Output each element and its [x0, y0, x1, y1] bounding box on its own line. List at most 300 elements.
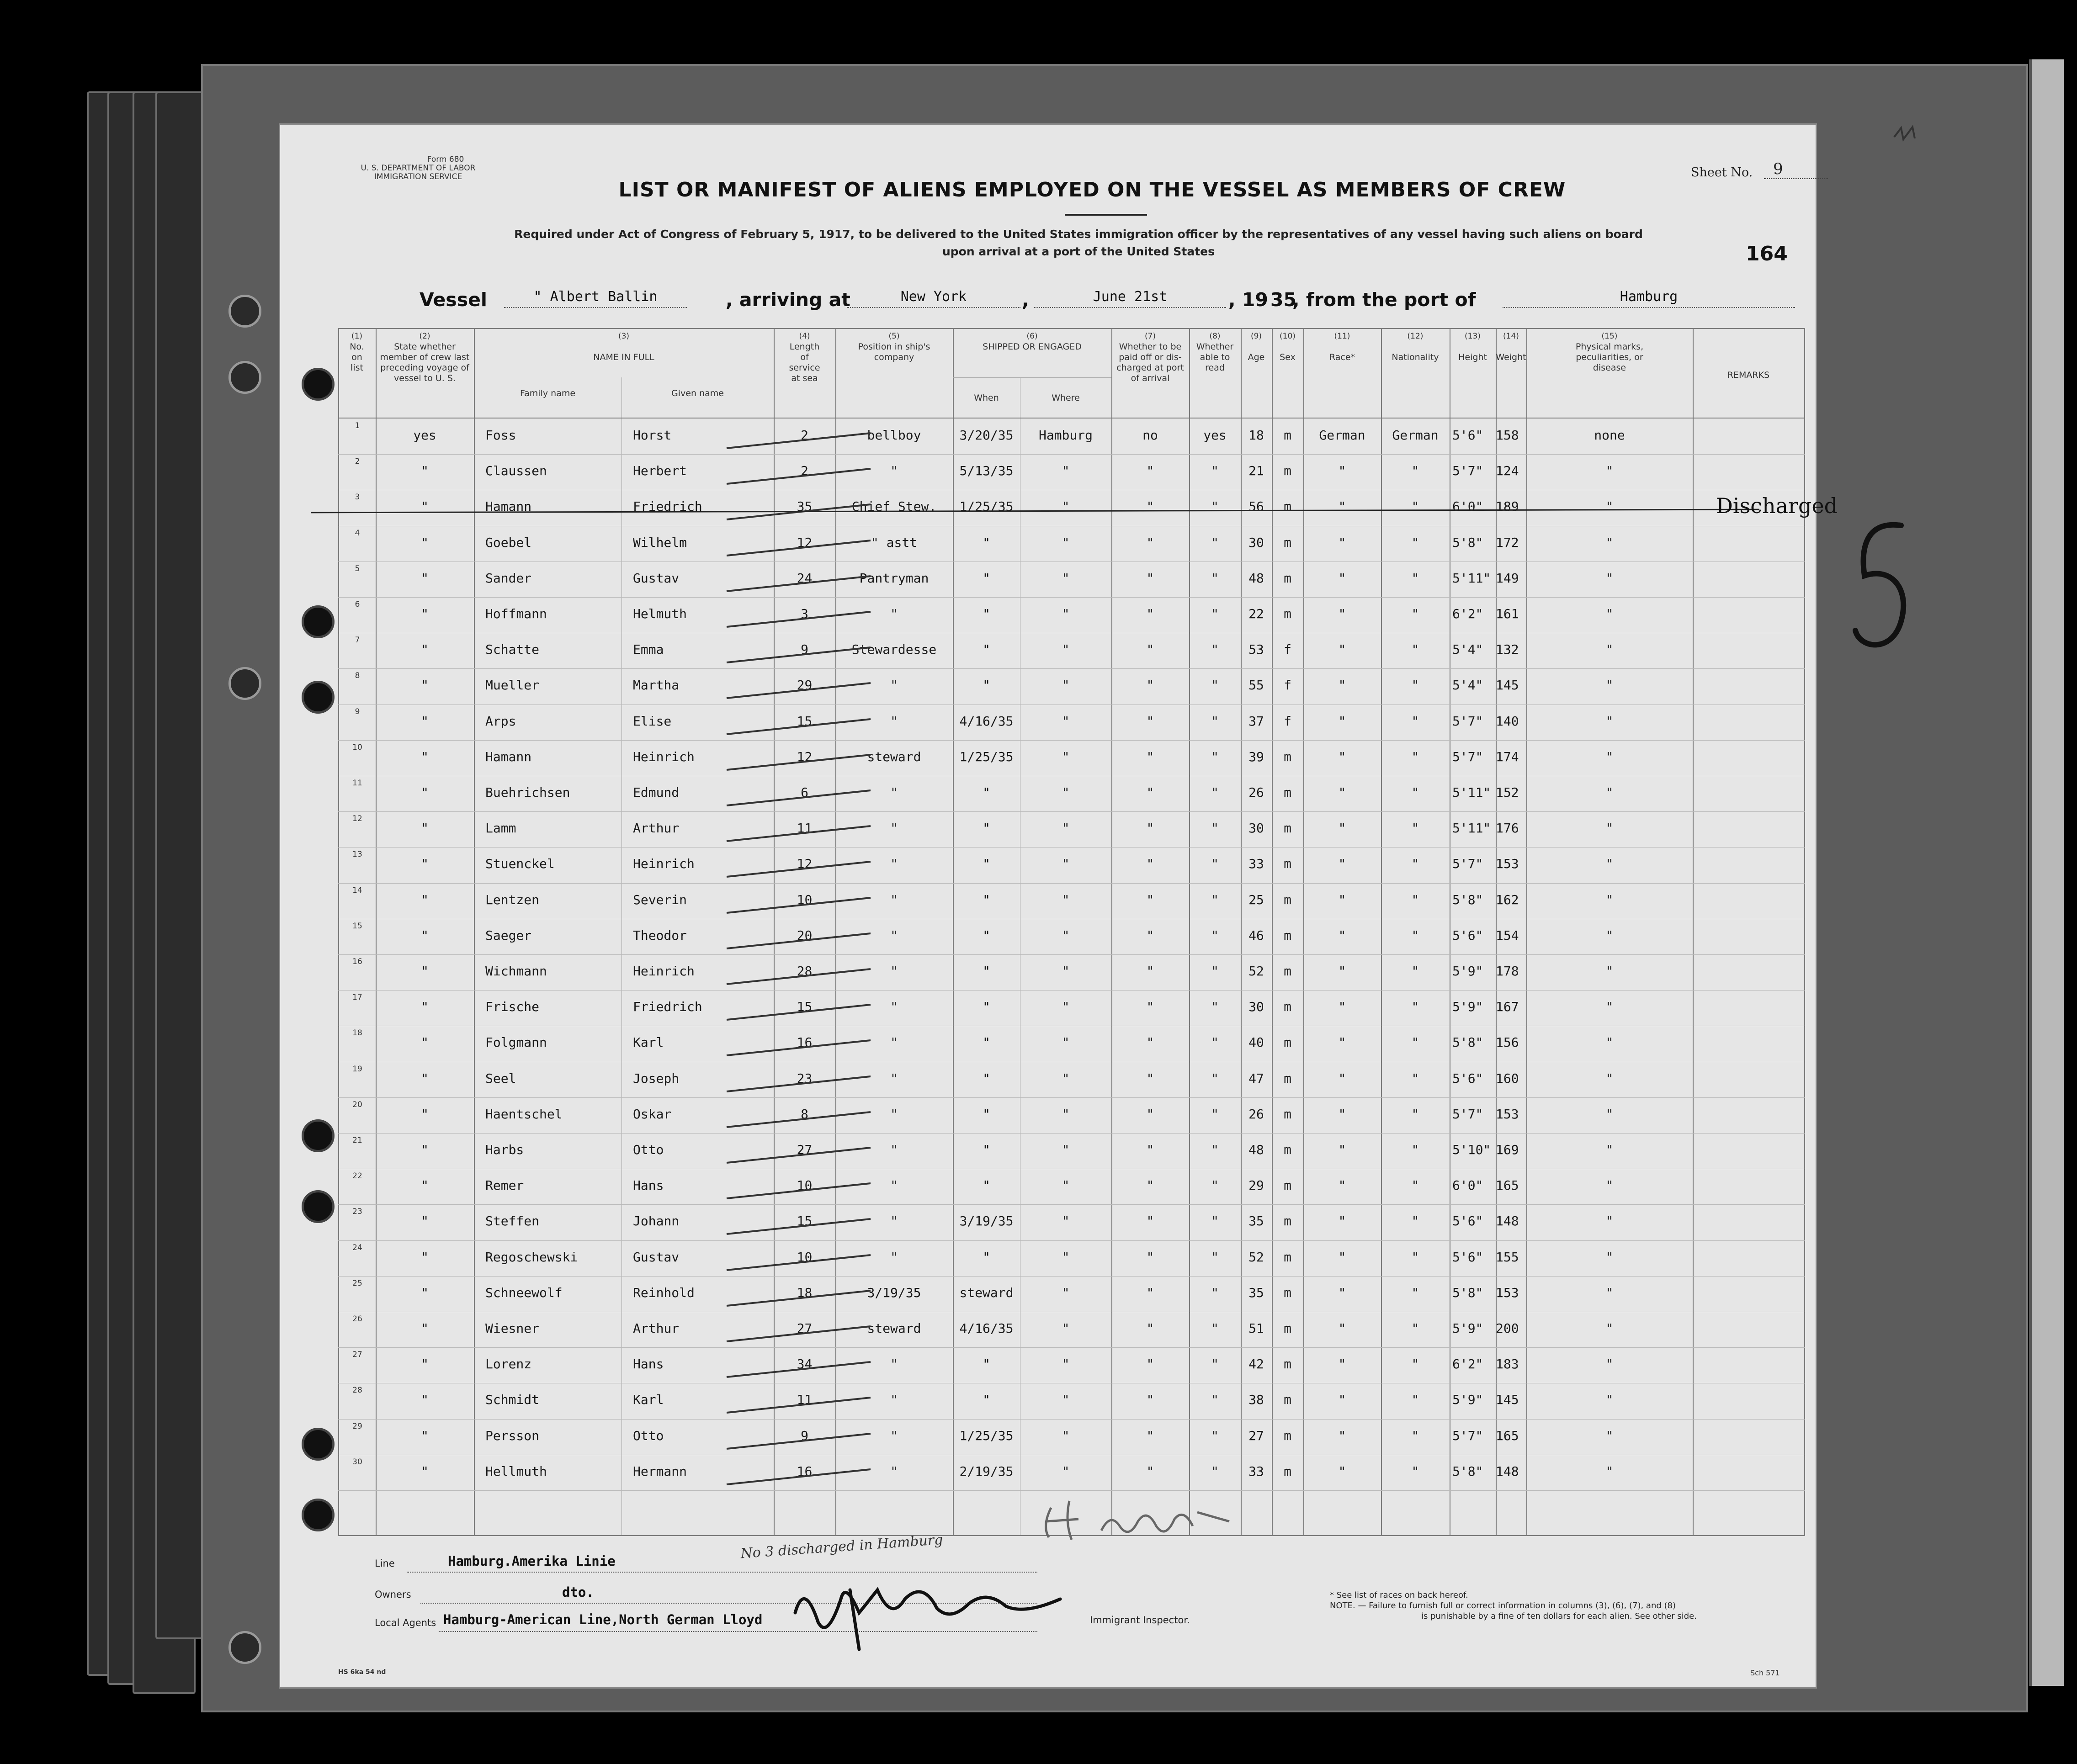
table-row	[338, 598, 1805, 632]
given-name-cell: Reinhold	[633, 1285, 695, 1300]
position-cell: 3/19/35	[867, 1285, 921, 1300]
shipped-where-cell: "	[1062, 570, 1070, 586]
sex-cell: m	[1284, 499, 1291, 514]
race-cell: "	[1338, 713, 1346, 729]
family-name-cell: Arps	[485, 713, 516, 729]
service-length-cell: 12	[797, 749, 813, 764]
service-length-cell: 27	[797, 1142, 813, 1157]
nationality-cell: "	[1411, 821, 1419, 836]
shipped-where-cell: "	[1062, 535, 1070, 550]
service-length-cell: 2	[801, 428, 808, 443]
given-name-cell: Hans	[633, 1178, 664, 1193]
row-number: 14	[352, 885, 362, 895]
row-number: 3	[355, 493, 360, 502]
position-cell: "	[890, 1428, 898, 1443]
weight-cell: 158	[1496, 428, 1519, 443]
family-name-cell: Wichmann	[485, 964, 547, 979]
weight-cell: 132	[1496, 642, 1519, 657]
weight-cell: 145	[1496, 678, 1519, 693]
physical-marks-cell: "	[1605, 713, 1614, 729]
given-name-cell: Heinrich	[633, 749, 695, 764]
shipped-where-cell: "	[1062, 499, 1070, 514]
prev-voyage-cell: "	[421, 1285, 429, 1300]
given-name-cell: Heinrich	[633, 964, 695, 979]
weight-cell: 153	[1496, 1106, 1519, 1122]
height-cell: 5'9"	[1452, 964, 1483, 979]
table-row	[338, 884, 1805, 918]
height-cell: 5'7"	[1452, 713, 1483, 729]
shipped-when-cell: 5/13/35	[959, 463, 1014, 479]
physical-marks-cell: "	[1605, 1249, 1614, 1265]
given-name-cell: Friedrich	[633, 499, 702, 514]
family-name-cell: Goebel	[485, 535, 532, 550]
footer-note	[1330, 1590, 1787, 1621]
service-length-cell: 3	[801, 606, 808, 621]
age-cell: 35	[1248, 1213, 1264, 1229]
given-name-cell: Helmuth	[633, 606, 687, 621]
physical-marks-cell: "	[1605, 642, 1614, 657]
header-when: When	[974, 393, 999, 403]
prev-voyage-cell: "	[421, 1392, 429, 1408]
sex-cell: m	[1284, 856, 1291, 872]
nationality-cell: "	[1411, 1428, 1419, 1443]
shipped-where-cell: "	[1062, 1070, 1070, 1086]
family-name-cell: Lamm	[485, 821, 516, 836]
nationality-cell: "	[1411, 678, 1419, 693]
row-number: 13	[352, 850, 362, 859]
table-row	[338, 777, 1805, 811]
able-to-read-cell: yes	[1203, 428, 1227, 443]
family-name-cell: Hamann	[485, 749, 532, 764]
shipped-where-cell: "	[1062, 785, 1070, 800]
given-name-cell: Friedrich	[633, 999, 702, 1015]
sex-cell: m	[1284, 1392, 1291, 1408]
height-cell: 5'9"	[1452, 1321, 1483, 1336]
sex-cell: m	[1284, 1463, 1291, 1479]
height-cell: 5'8"	[1452, 535, 1483, 550]
shipped-where-cell: "	[1062, 713, 1070, 729]
prev-voyage-cell: "	[421, 999, 429, 1015]
table-row	[338, 812, 1805, 847]
service-length-cell: 28	[797, 964, 813, 979]
weight-cell: 160	[1496, 1070, 1519, 1086]
physical-marks-cell: "	[1605, 499, 1614, 514]
shipped-when-cell: "	[983, 1106, 990, 1122]
race-cell: "	[1338, 1392, 1346, 1408]
punch-hole-icon	[228, 361, 261, 394]
header-able-to-read: Whether able to read	[1196, 342, 1234, 373]
paid-off-cell: "	[1146, 1213, 1154, 1229]
pencil-check-icon	[724, 575, 875, 593]
prev-voyage-cell: "	[421, 463, 429, 479]
shipped-when-cell: "	[983, 785, 990, 800]
race-cell: "	[1338, 463, 1346, 479]
physical-marks-cell: "	[1605, 1463, 1614, 1479]
shipped-when-cell: "	[983, 1249, 990, 1265]
schedule-number: Sch 571	[1750, 1669, 1780, 1677]
given-name-cell: Otto	[633, 1428, 664, 1443]
shipped-where-cell: "	[1062, 856, 1070, 872]
nationality-cell: "	[1411, 463, 1419, 479]
position-cell: "	[890, 821, 898, 836]
age-cell: 37	[1248, 713, 1264, 729]
shipped-when-cell: "	[983, 821, 990, 836]
table-row	[338, 634, 1805, 668]
nationality-cell: "	[1411, 713, 1419, 729]
given-name-cell: Severin	[633, 892, 687, 907]
row-number: 27	[352, 1350, 362, 1360]
prev-voyage-cell: "	[421, 1463, 429, 1479]
row-number: 15	[352, 921, 362, 931]
physical-marks-cell: none	[1594, 428, 1625, 443]
given-name-cell: Karl	[633, 1392, 664, 1408]
pencil-check-icon	[724, 503, 875, 522]
age-cell: 30	[1248, 999, 1264, 1015]
prev-voyage-cell: "	[421, 499, 429, 514]
physical-marks-cell: "	[1605, 1213, 1614, 1229]
page-stack-edges	[64, 91, 219, 1690]
shipped-where-cell: "	[1062, 1178, 1070, 1193]
weight-cell: 148	[1496, 1213, 1519, 1229]
shipped-where-cell: "	[1062, 606, 1070, 621]
age-cell: 42	[1248, 1356, 1264, 1372]
row-number: 12	[352, 814, 362, 824]
given-name-cell: Edmund	[633, 785, 680, 800]
able-to-read-cell: "	[1211, 570, 1219, 586]
race-cell: "	[1338, 606, 1346, 621]
age-cell: 22	[1248, 606, 1264, 621]
height-cell: 5'4"	[1452, 642, 1483, 657]
position-cell: "	[890, 1356, 898, 1372]
table-row	[338, 955, 1805, 990]
race-note: * See list of races on back hereof.	[1330, 1590, 1468, 1600]
age-cell: 26	[1248, 785, 1264, 800]
vessel-label: Vessel	[420, 289, 487, 311]
shipped-where-cell: "	[1062, 1392, 1070, 1408]
punch-hole-icon	[302, 1428, 335, 1461]
paid-off-cell: "	[1146, 1428, 1154, 1443]
able-to-read-cell: "	[1211, 1285, 1219, 1300]
sex-cell: f	[1284, 678, 1291, 693]
race-cell: "	[1338, 570, 1346, 586]
given-name-cell: Theodor	[633, 927, 687, 943]
physical-marks-cell: "	[1605, 535, 1614, 550]
service-length-cell: 23	[797, 1070, 813, 1086]
row-number: 2	[355, 457, 360, 466]
age-cell: 48	[1248, 570, 1264, 586]
comma-separator: ,	[1022, 289, 1029, 311]
header-physical-marks: Physical marks, peculiarities, or disease	[1575, 342, 1644, 373]
height-cell: 5'10"	[1452, 1142, 1491, 1157]
paid-off-cell: "	[1146, 606, 1154, 621]
family-name-cell: Hellmuth	[485, 1463, 547, 1479]
physical-marks-cell: "	[1605, 1106, 1614, 1122]
paid-off-cell: "	[1146, 642, 1154, 657]
age-cell: 47	[1248, 1070, 1264, 1086]
physical-marks-cell: "	[1605, 1321, 1614, 1336]
given-name-cell: Arthur	[633, 1321, 680, 1336]
prev-voyage-cell: "	[421, 785, 429, 800]
physical-marks-cell: "	[1605, 570, 1614, 586]
shipped-where-cell: "	[1062, 1321, 1070, 1336]
punch-hole-icon	[302, 681, 335, 714]
col-number-9: (9)	[1250, 332, 1262, 341]
shipped-when-cell: 1/25/35	[959, 749, 1014, 764]
able-to-read-cell: "	[1211, 1428, 1219, 1443]
position-cell: "	[890, 1213, 898, 1229]
physical-marks-cell: "	[1605, 927, 1614, 943]
pencil-check-icon	[724, 646, 875, 665]
shipped-where-cell: "	[1062, 927, 1070, 943]
able-to-read-cell: "	[1211, 785, 1219, 800]
able-to-read-cell: "	[1211, 964, 1219, 979]
header-remarks: REMARKS	[1727, 370, 1770, 380]
position-cell: Stewardesse	[851, 642, 937, 657]
pencil-check-icon	[724, 825, 875, 843]
family-name-cell: Regoschewski	[485, 1249, 578, 1265]
sex-cell: m	[1284, 1178, 1291, 1193]
position-cell: "	[890, 463, 898, 479]
position-cell: " astt	[871, 535, 918, 550]
row-number: 9	[355, 707, 360, 716]
header-state-whether: State whether member of crew last preceding voyage of vessel to U. S.	[380, 342, 470, 383]
table-row	[338, 848, 1805, 882]
able-to-read-cell: "	[1211, 821, 1219, 836]
prev-voyage-cell: "	[421, 749, 429, 764]
pencil-check-icon	[724, 718, 875, 736]
height-cell: 5'9"	[1452, 1392, 1483, 1408]
stamp-number: 164	[1746, 242, 1788, 265]
nationality-cell: "	[1411, 1213, 1419, 1229]
service-length-cell: 18	[797, 1285, 813, 1300]
position-cell: steward	[867, 1321, 921, 1336]
shipped-where-cell: "	[1062, 1249, 1070, 1265]
nationality-cell: "	[1411, 1321, 1419, 1336]
pencil-check-icon	[724, 1290, 875, 1308]
vessel-name: " Albert Ballin	[504, 289, 687, 308]
punch-hole-icon	[302, 605, 335, 638]
shipped-where-cell: "	[1062, 1463, 1070, 1479]
arrival-date: June 21st	[1034, 289, 1226, 308]
prev-voyage-cell: "	[421, 927, 429, 943]
punch-hole-icon	[302, 1119, 335, 1152]
shipped-when-cell: "	[983, 606, 990, 621]
family-name-cell: Lorenz	[485, 1356, 532, 1372]
shipped-where-cell: "	[1062, 892, 1070, 907]
col-number-4: (4)	[799, 332, 810, 341]
paid-off-cell: "	[1146, 463, 1154, 479]
given-name-cell: Karl	[633, 1035, 664, 1050]
physical-marks-cell: "	[1605, 1178, 1614, 1193]
able-to-read-cell: "	[1211, 1392, 1219, 1408]
age-cell: 33	[1248, 1463, 1264, 1479]
row-number: 29	[352, 1421, 362, 1431]
able-to-read-cell: "	[1211, 713, 1219, 729]
age-cell: 56	[1248, 499, 1264, 514]
physical-marks-cell: "	[1605, 678, 1614, 693]
shipped-where-cell: "	[1062, 642, 1070, 657]
age-cell: 26	[1248, 1106, 1264, 1122]
row-number: 4	[355, 528, 360, 538]
service-length-cell: 12	[797, 856, 813, 872]
row-number: 10	[352, 742, 362, 752]
race-cell: "	[1338, 821, 1346, 836]
row-number: 1	[355, 421, 360, 430]
form-number: Form 680	[427, 155, 464, 164]
table-row	[338, 669, 1805, 704]
given-name-cell: Hans	[633, 1356, 664, 1372]
shipped-when-cell: "	[983, 999, 990, 1015]
year-prefix: , 19	[1228, 289, 1268, 311]
shipped-when-cell: 4/16/35	[959, 1321, 1014, 1336]
age-cell: 51	[1248, 1321, 1264, 1336]
family-name-cell: Harbs	[485, 1142, 524, 1157]
prev-voyage-cell: yes	[413, 428, 436, 443]
physical-marks-cell: "	[1605, 964, 1614, 979]
shipped-when-cell: "	[983, 1142, 990, 1157]
position-cell: "	[890, 1392, 898, 1408]
position-cell: "	[890, 856, 898, 872]
shipped-when-cell: "	[983, 570, 990, 586]
weight-cell: 152	[1496, 785, 1519, 800]
given-name-cell: Joseph	[633, 1070, 680, 1086]
nationality-cell: "	[1411, 1178, 1419, 1193]
row-number: 20	[352, 1100, 362, 1109]
nationality-cell: "	[1411, 1356, 1419, 1372]
service-length-cell: 11	[797, 821, 813, 836]
family-name-cell: Wiesner	[485, 1321, 540, 1336]
given-name-cell: Heinrich	[633, 856, 695, 872]
header-race: Race*	[1329, 352, 1355, 362]
shipped-where-cell: "	[1062, 1356, 1070, 1372]
given-name-cell: Oskar	[633, 1106, 672, 1122]
height-cell: 5'6"	[1452, 1070, 1483, 1086]
race-cell: "	[1338, 1142, 1346, 1157]
prev-voyage-cell: "	[421, 570, 429, 586]
row-number: 8	[355, 671, 360, 681]
shipped-where-cell: "	[1062, 678, 1070, 693]
given-name-cell: Wilhelm	[633, 535, 687, 550]
prev-voyage-cell: "	[421, 713, 429, 729]
shipped-when-cell: 1/25/35	[959, 499, 1014, 514]
shipped-when-cell: "	[983, 856, 990, 872]
header-weight: Weight	[1496, 352, 1526, 362]
table-row	[338, 920, 1805, 954]
paid-off-cell: "	[1146, 749, 1154, 764]
arriving-port: New York	[847, 289, 1020, 308]
sex-cell: f	[1284, 713, 1291, 729]
punch-hole-icon	[228, 1631, 261, 1664]
able-to-read-cell: "	[1211, 1463, 1219, 1479]
age-cell: 48	[1248, 1142, 1264, 1157]
service-length-cell: 10	[797, 1249, 813, 1265]
service-length-cell: 11	[797, 1392, 813, 1408]
nationality-cell: "	[1411, 1285, 1419, 1300]
paid-off-cell: "	[1146, 535, 1154, 550]
sheet-label: Sheet No.	[1691, 165, 1753, 180]
shipped-when-cell: steward	[959, 1285, 1014, 1300]
family-name-cell: Schatte	[485, 642, 540, 657]
service-length-cell: 9	[801, 642, 808, 657]
nationality-cell: "	[1411, 785, 1419, 800]
weight-cell: 162	[1496, 892, 1519, 907]
family-name-cell: Haentschel	[485, 1106, 563, 1122]
service-length-cell: 15	[797, 713, 813, 729]
height-cell: 5'11"	[1452, 570, 1491, 586]
height-cell: 5'7"	[1452, 856, 1483, 872]
service-length-cell: 16	[797, 1463, 813, 1479]
nationality-cell: "	[1411, 570, 1419, 586]
paid-off-cell: "	[1146, 1285, 1154, 1300]
race-cell: "	[1338, 1249, 1346, 1265]
col-number-8: (8)	[1209, 332, 1221, 341]
punch-hole-icon	[228, 295, 261, 328]
physical-marks-cell: "	[1605, 1035, 1614, 1050]
able-to-read-cell: "	[1211, 1356, 1219, 1372]
weight-cell: 176	[1496, 821, 1519, 836]
physical-marks-cell: "	[1605, 821, 1614, 836]
prev-voyage-cell: "	[421, 1035, 429, 1050]
prev-voyage-cell: "	[421, 535, 429, 550]
table-row	[338, 741, 1805, 775]
given-name-cell: Martha	[633, 678, 680, 693]
position-cell: "	[890, 927, 898, 943]
pencil-check-icon	[724, 754, 875, 772]
header-age: Age	[1248, 352, 1265, 362]
page-title: LIST OR MANIFEST OF ALIENS EMPLOYED ON THE VESSEL AS MEMBERS OF CREW	[618, 178, 1566, 201]
weight-cell: 165	[1496, 1178, 1519, 1193]
paid-off-cell: "	[1146, 785, 1154, 800]
weight-cell: 189	[1496, 499, 1519, 514]
from-port: Hamburg	[1503, 289, 1795, 308]
shipped-when-cell: "	[983, 964, 990, 979]
year-value: 35	[1270, 289, 1297, 311]
position-cell: bellboy	[867, 428, 921, 443]
pencil-check-icon	[724, 1325, 875, 1344]
family-name-cell: Mueller	[485, 678, 540, 693]
table-row	[338, 527, 1805, 561]
margin-numeral-icon	[1833, 516, 1924, 667]
family-name-cell: Lentzen	[485, 892, 540, 907]
punch-hole-icon	[302, 368, 335, 401]
col-number-15: (15)	[1601, 332, 1618, 341]
remarks-cell: Discharged	[1716, 493, 1838, 519]
height-cell: 5'11"	[1452, 821, 1491, 836]
header-shipped-or-engaged: SHIPPED OR ENGAGED	[983, 342, 1082, 352]
position-cell: "	[890, 892, 898, 907]
table-row	[338, 705, 1805, 740]
prev-voyage-cell: "	[421, 892, 429, 907]
able-to-read-cell: "	[1211, 1106, 1219, 1122]
nationality-cell: "	[1411, 606, 1419, 621]
service-length-cell: 6	[801, 785, 808, 800]
able-to-read-cell: "	[1211, 499, 1219, 514]
paid-off-cell: "	[1146, 1249, 1154, 1265]
weight-cell: 165	[1496, 1428, 1519, 1443]
col-number-6: (6)	[1026, 332, 1038, 341]
header-height: Height	[1458, 352, 1487, 362]
physical-marks-cell: "	[1605, 999, 1614, 1015]
sex-cell: m	[1284, 999, 1291, 1015]
physical-marks-cell: "	[1605, 1356, 1614, 1372]
table-row	[338, 419, 1805, 454]
able-to-read-cell: "	[1211, 1070, 1219, 1086]
pencil-check-icon	[724, 1075, 875, 1094]
physical-marks-cell: "	[1605, 749, 1614, 764]
table-row	[338, 1384, 1805, 1418]
height-cell: 5'6"	[1452, 1213, 1483, 1229]
row-number: 23	[352, 1207, 362, 1217]
